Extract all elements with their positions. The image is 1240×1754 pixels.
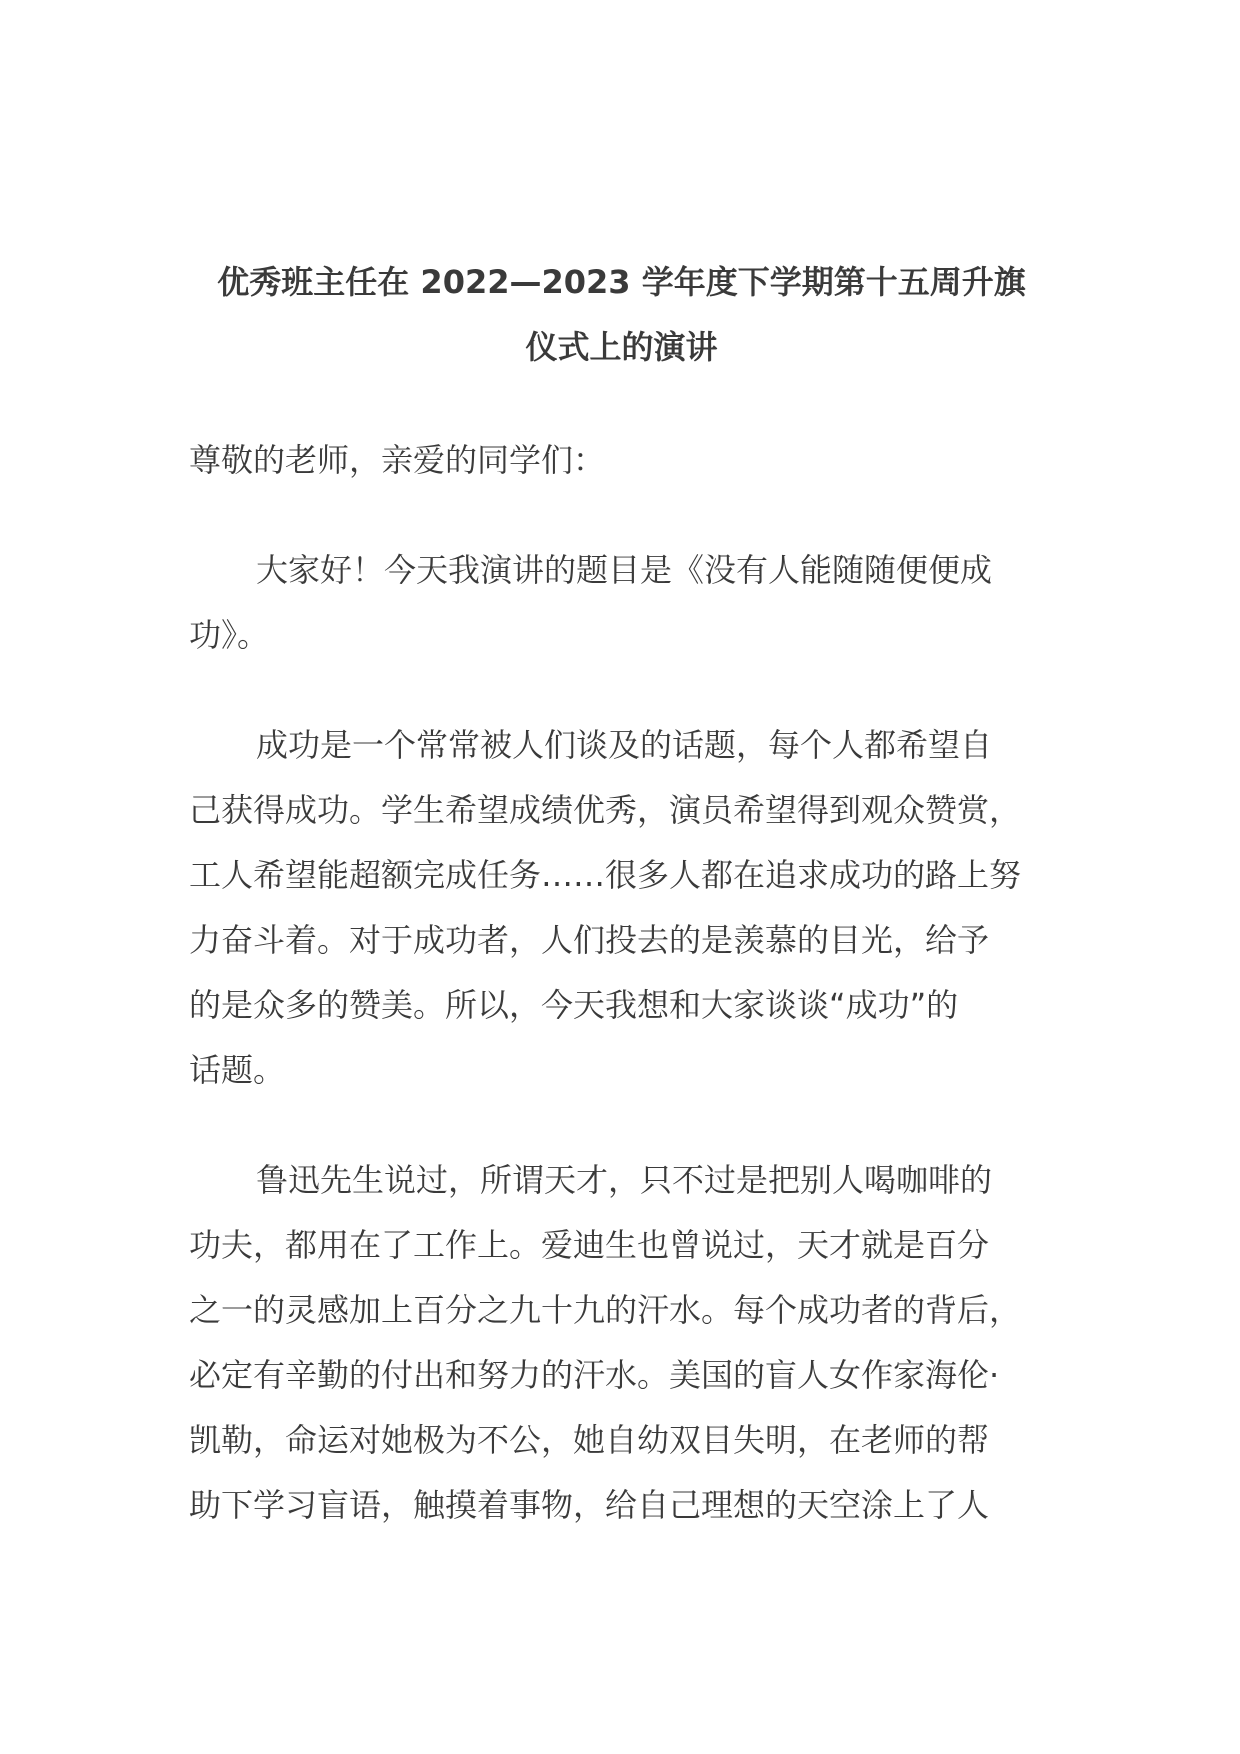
paragraph-line: 凯勒，命运对她极为不公，她自幼双目失明，在老师的帮 — [189, 1421, 990, 1459]
paragraph-line: 助下学习盲语，触摸着事物，给自己理想的天空涂上了人 — [189, 1486, 990, 1524]
document-title — [189, 250, 1054, 380]
paragraph-line: 成功是一个常常被人们谈及的话题，每个人都希望自 — [256, 726, 993, 764]
title-line: 仪式上的演讲 — [525, 328, 718, 366]
paragraph-line: 功》。 — [189, 616, 270, 654]
title-line: 优秀班主任在 2022—2023 学年度下学期第十五周升旗 — [217, 263, 1026, 301]
document-body — [189, 250, 1054, 1538]
paragraph-3 — [189, 1148, 1054, 1538]
paragraph-line: 力奋斗着。对于成功者，人们投去的是羡慕的目光，给予 — [189, 921, 990, 959]
greeting: 尊敬的老师，亲爱的同学们： — [189, 441, 606, 479]
paragraph-1 — [189, 538, 1054, 668]
paragraph-line: 鲁迅先生说过，所谓天才，只不过是把别人喝咖啡的 — [256, 1161, 993, 1199]
paragraph-2 — [189, 713, 1054, 1103]
paragraph-line: 话题。 — [189, 1051, 286, 1089]
paragraph-line: 必定有辛勤的付出和努力的汗水。美国的盲人女作家海伦· — [189, 1356, 1000, 1394]
paragraph-line: 大家好！今天我演讲的题目是《没有人能随随便便成 — [256, 551, 993, 589]
paragraph-line: 己获得成功。学生希望成绩优秀，演员希望得到观众赞赏， — [189, 791, 1022, 829]
paragraph-line: 工人希望能超额完成任务……很多人都在追求成功的路上努 — [189, 856, 1022, 894]
paragraph-line: 的是众多的赞美。所以，今天我想和大家谈谈“成功”的 — [189, 986, 959, 1024]
paragraph-line: 功夫，都用在了工作上。爱迪生也曾说过，天才就是百分 — [189, 1226, 990, 1264]
paragraph-line: 之一的灵感加上百分之九十九的汗水。每个成功者的背后， — [189, 1291, 1022, 1329]
